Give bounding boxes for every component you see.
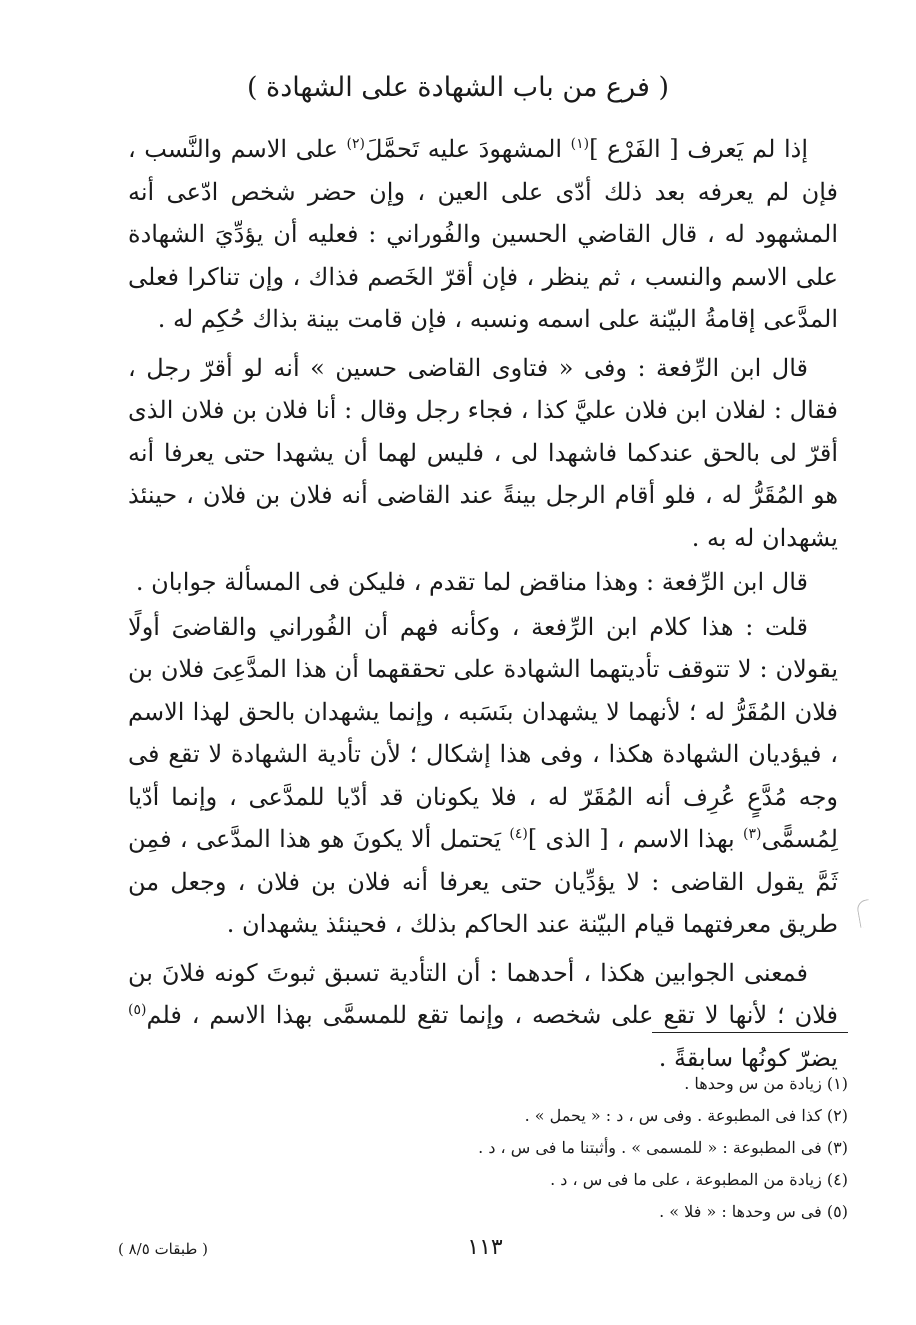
- paragraph: [128, 561, 838, 604]
- footnote-ref: (٤): [509, 826, 528, 842]
- text-run: بهذا الاسم ، [ الذى ]: [527, 825, 744, 853]
- footnote: (٣) فى المطبوعة : « للمسمى » . وأثبتنا ما فى س ، د .: [478, 1138, 848, 1157]
- text-run: فمعنى الجوابين هكذا ، أحدهما : أن التأدية تسبق ثبوتَ كونه فلانَ بن فلان ؛ لأنها لا تقع على شخصه ، وإنما تقع للمسمَّى بهذا الاسم ، فلم: [128, 958, 838, 1029]
- footnote-ref: (٢): [346, 136, 365, 152]
- footnotes: [380, 1068, 848, 1228]
- text-run: قلت : هذا كلام ابن الرِّفعة ، وكأنه فهم أن الفُوراني والقاضىَ أولًا يقولان : لا تتوقف تأديتهما الشهادة على تحققهما أن هذا المدَّعِىَ فلان بن فلان المُقَرُّ له ؛ لأنهما لا يشهدان بنَسَبه ، وإنما يشهدان بالحق لهذا الاسم ، فيؤديان الشهادة هكذا ، وفى هذا إشكال ؛ لأن تأدية الشهادة لا تقع فى وجه مُدَّعٍ عُرِف أنه المُقَرّ له ، فلا يكونان قد أدّيا للمدَّعى ، وإنما أدّيا لِمُسمًّى: [128, 612, 839, 853]
- paragraph: [128, 347, 838, 560]
- text-run: على الاسم والنَّسب ، فإن لم يعرفه بعد ذلك أدّى على العين ، وإن حضر شخص ادّعى أنه المشهود له ، قال القاضي الحسين والفُوراني : فعليه أن يؤدِّيَ الشهادة على الاسم والنسب ، ثم ينظر ، فإن أقرّ الخَصم فذاك ، وإن تناكرا فعلى المدَّعى إقامةُ البيّنة على اسمه ونسبه ، فإن قامت بينة بذاك حُكِم له .: [128, 135, 838, 333]
- section-heading: ( فرع من باب الشهادة على الشهادة ): [246, 72, 670, 103]
- signature-mark: ( طبقات ٨/٥ ): [118, 1240, 208, 1258]
- footnote: (٤) زيادة من المطبوعة ، على ما فى س ، د .: [550, 1170, 848, 1189]
- text-run: إذا لم يَعرف [ الفَرْع ]: [589, 135, 808, 163]
- footnote-ref: (١): [570, 136, 590, 152]
- footnote: (١) زيادة من س وحدها .: [684, 1074, 848, 1093]
- text-run: يضرّ كونُها سابقةً .: [658, 1043, 838, 1072]
- margin-mark: [856, 899, 873, 928]
- text-run: قال ابن الرِّفعة : وفى « فتاوى القاضى حسين » أنه لو أقرّ رجل ، فقال : لفلان ابن فلان عليَّ كذا ، فجاء رجل وقال : أنا فلان بن فلان الذى أقرّ لى بالحق عندكما فاشهدا لى ، فليس لهما أن يشهدا حتى يعرفا أنه هو المُقَرُّ له ، فلو أقام الرجل بينةً عند القاضى أنه فلان بن فلان ، حينئذ يشهدان له به .: [128, 353, 838, 552]
- footnote-ref: (٥): [128, 1002, 147, 1018]
- body-text: [128, 128, 838, 1085]
- footnote-rule: [652, 1032, 848, 1033]
- text-run: قال ابن الرِّفعة : وهذا مناقض لما تقدم ، فليكن فى المسألة جوابان .: [135, 568, 808, 596]
- text-run: يَحتمل ألا يكونَ هو هذا المدَّعى ، فمِن ثَمَّ يقول القاضى : لا يؤدِّيان حتى يعرفا أنه فلان بن فلان ، وجعل من طريق معرفتهما قيام البيّنة عند الحاكم بذلك ، فحينئذ يشهدان .: [128, 825, 838, 938]
- paragraph: [128, 606, 838, 946]
- footnote: (٥) فى س وحدها : « فلا » .: [659, 1202, 848, 1221]
- page-number: ١١٣: [467, 1235, 503, 1260]
- footnote-ref: (٣): [743, 826, 762, 842]
- text-run: المشهودَ عليه تَحمَّلَ: [364, 135, 571, 163]
- footnote: (٢) كذا فى المطبوعة . وفى س ، د : « يحمل » .: [524, 1106, 848, 1125]
- paragraph: [128, 128, 838, 341]
- paragraph: [128, 952, 838, 1080]
